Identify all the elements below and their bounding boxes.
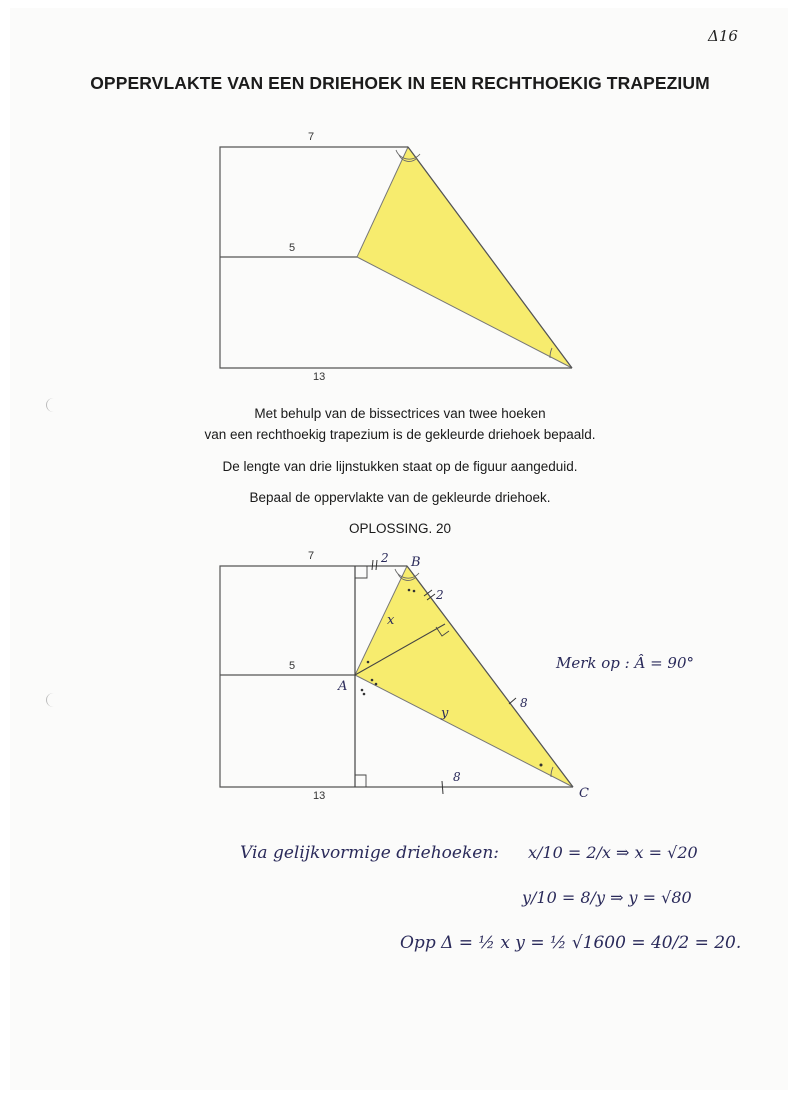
- angle-dot: [375, 683, 378, 686]
- vertex-b-label: B: [411, 555, 421, 570]
- mark-label-8: 8: [520, 696, 528, 710]
- angle-dot: [371, 679, 374, 682]
- right-angle-mark: [355, 775, 366, 787]
- label-mid: 5: [289, 242, 296, 254]
- problem-statement: [0, 403, 800, 445]
- label-bottom: 13: [313, 790, 326, 802]
- angle-dot: [367, 661, 370, 664]
- tick-mark: [442, 781, 443, 794]
- note-right-angle: Merk op : Â = 90°: [556, 654, 695, 672]
- note-via-similar: Via gelijkvormige driehoeken:: [240, 843, 500, 863]
- angle-dot: [408, 589, 411, 592]
- tick-mark: [509, 698, 516, 704]
- mark-label-8: 8: [453, 770, 461, 784]
- note-area-result: Opp Δ = ½ x y = ½ √1600 = 40/2 = 20.: [400, 933, 742, 953]
- tick-mark: [372, 560, 373, 570]
- figure-trapezium-2: [220, 550, 589, 802]
- figure-trapezium-1: [220, 131, 572, 383]
- angle-dot: [540, 764, 543, 767]
- mark-label-2: 2: [436, 588, 444, 602]
- yellow-triangle: [357, 147, 572, 368]
- angle-dot: [361, 689, 364, 692]
- problem-line: Met behulp van de bissectrices van twee hoeken: [254, 406, 546, 421]
- label-top: 7: [308, 550, 315, 562]
- vertex-a-label: A: [338, 679, 348, 694]
- problem-line: van een rechthoekig trapezium is de gekleurde driehoek bepaald.: [204, 427, 596, 442]
- label-bottom: 13: [313, 371, 326, 383]
- problem-line: Bepaal de oppervlakte van de gekleurde driehoek.: [249, 490, 551, 505]
- yellow-triangle: [355, 566, 573, 787]
- label-top: 7: [308, 131, 315, 143]
- note-equation-y: y/10 = 8/y ⇒ y = √80: [522, 888, 692, 907]
- right-angle-mark: [355, 566, 367, 578]
- segment-y-label: y: [441, 706, 449, 721]
- angle-dot: [363, 693, 366, 696]
- problem-line: De lengte van drie lijnstukken staat op de figuur aangeduid.: [222, 459, 578, 474]
- solution-heading: OPLOSSING. 20: [348, 521, 452, 536]
- mark-label-2: 2: [381, 551, 389, 565]
- tick-mark: [376, 560, 377, 570]
- angle-dot: [413, 590, 416, 593]
- label-mid: 5: [289, 660, 296, 672]
- note-equation-x: x/10 = 2/x ⇒ x = √20: [528, 843, 698, 862]
- vertex-c-label: C: [579, 786, 589, 801]
- segment-x-label: x: [387, 613, 395, 628]
- page-title: OPPERVLAKTE VAN EEN DRIEHOEK IN EEN RECHTHOEKIG TRAPEZIUM: [90, 73, 710, 93]
- page-number: Δ16: [708, 27, 738, 45]
